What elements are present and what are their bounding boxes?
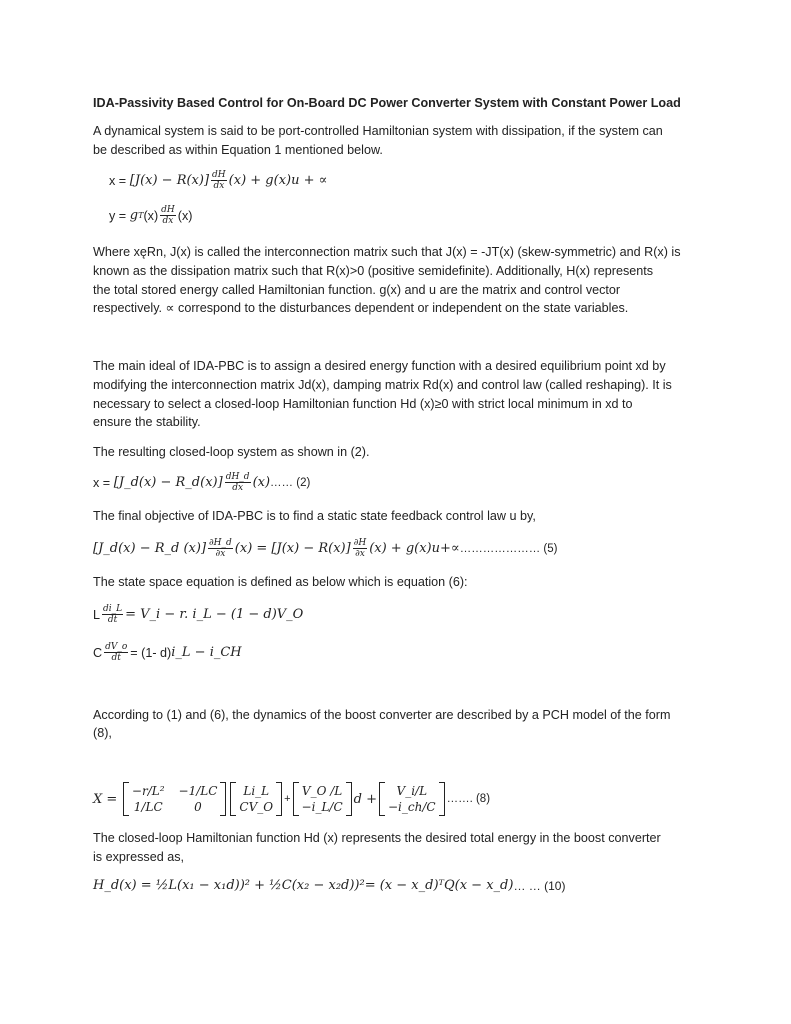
frac-denominator: ∂x <box>355 549 365 559</box>
matrix-cell: Li_L <box>243 784 270 798</box>
equation-8 <box>93 782 490 816</box>
eq-plus: + <box>284 793 291 805</box>
eq-tag: ……. (8) <box>446 793 491 805</box>
paragraph-line: The main ideal of IDA-PBC is to assign a desired energy function with a desired equilibrium point xd by <box>93 359 666 373</box>
frac-numerator: ∂H <box>353 538 367 548</box>
paragraph-line: is expressed as, <box>93 850 184 864</box>
eq-lhs: y = <box>109 208 127 223</box>
frac-numerator: di_L <box>103 604 123 614</box>
fraction <box>104 642 128 663</box>
eq-rhs: (x) + g(x)u + ∝ <box>228 173 328 188</box>
paragraph-line: (8), <box>93 726 112 740</box>
document-title: IDA-Passivity Based Control for On-Board DC Power Converter System with Constant Power Load <box>93 96 681 110</box>
frac-denominator: ∂x <box>215 549 226 559</box>
equation-6a <box>93 604 303 625</box>
fraction <box>208 538 233 559</box>
matrix-cell: V_i/L <box>396 784 428 798</box>
fraction <box>160 205 176 226</box>
frac-numerator: dV_o <box>105 642 128 652</box>
fraction <box>211 170 227 191</box>
matrix-b <box>293 782 352 816</box>
paragraph-line: Where xęRn, J(x) is called the interconnection matrix such that J(x) = -JT(x) (skew-symmetric) and R(x) is <box>93 245 681 259</box>
matrix-cell: V_O /L <box>301 784 343 798</box>
matrix-x <box>230 782 282 816</box>
eq-rhs: = V_i − r. i_L − (1 − d)V_O <box>125 607 304 622</box>
eq-lhs: x = <box>93 475 111 490</box>
paragraph-line: modifying the interconnection matrix Jd(x), damping matrix Rd(x) and control law (called reshaping). It is <box>93 378 672 392</box>
eq-mid: = (1- d) <box>130 645 172 660</box>
matrix-c <box>379 782 445 816</box>
matrix-cell: 1/LC <box>133 800 163 814</box>
paragraph-line: respectively. ∝ correspond to the disturbances dependent or independent on the state variables. <box>93 301 629 315</box>
eq-bracket: [J_d(x) − R_d(x)] <box>113 475 223 490</box>
paragraph-line: known as the dissipation matrix such that R(x)>0 (positive semidefinite). Additionally, H(x) represents <box>93 264 654 278</box>
fraction <box>102 604 123 625</box>
paragraph-line: the total stored energy called Hamiltonian function. g(x) and u are the matrix and control vector <box>93 283 621 297</box>
equation-2 <box>109 205 192 226</box>
eq-tag: ………………… (5) <box>459 542 558 555</box>
paragraph-line: A dynamical system is said to be port-controlled Hamiltonian system with dissipation, if the system can <box>93 124 663 138</box>
eq-left: [J_d(x) − R_d (x)] <box>93 541 207 556</box>
eq-body: H_d(x) = ½L(x₁ − x₁d))² + ½C(x₂ − x₂d))²= (x − x_d)ᵀQ(x − x_d) <box>93 878 514 893</box>
eq-mid: d + <box>353 791 377 807</box>
eq-rhs: (x) <box>252 475 271 490</box>
paragraph-line: The final objective of IDA-PBC is to find a static state feedback control law u by, <box>93 509 536 523</box>
frac-denominator: dx <box>232 483 244 493</box>
matrix-cell: −r/L² <box>131 784 165 798</box>
paragraph-line: necessary to select a closed-loop Hamiltonian function Hd (x)≥0 with strict local minimum in xd to <box>93 397 633 411</box>
eq-arg: (x) <box>143 208 159 223</box>
eq-lhs: x = <box>109 173 127 188</box>
frac-denominator: dt <box>111 653 121 663</box>
equation-1 <box>109 170 327 191</box>
frac-denominator: dx <box>162 216 174 226</box>
eq-mid: (x) = [J(x) − R(x)] <box>234 541 351 556</box>
eq-tail: (x) <box>177 208 193 223</box>
frac-numerator: dH_d <box>225 472 250 482</box>
paragraph-line: According to (1) and (6), the dynamics of the boost converter are described by a PCH model of the form <box>93 708 671 722</box>
frac-numerator: dH <box>212 170 226 180</box>
eq-rhs: i_L − i_CH <box>171 645 242 660</box>
paragraph-line: be described as within Equation 1 mentioned below. <box>93 143 383 157</box>
fraction <box>225 472 251 493</box>
matrix-cell: −i_ch/C <box>388 800 436 814</box>
matrix-cell: −i_L/C <box>301 800 343 814</box>
paragraph-line: The closed-loop Hamiltonian function Hd (x) represents the desired total energy in the boost converter <box>93 831 661 845</box>
eq-g: g <box>129 208 139 223</box>
eq-tag: …… (2) <box>270 476 311 489</box>
equation-5 <box>93 538 557 559</box>
eq-tag: … … (10) <box>513 878 566 893</box>
matrix-a <box>123 782 227 816</box>
paragraph-line: ensure the stability. <box>93 415 201 429</box>
paragraph-line: The state space equation is defined as below which is equation (6): <box>93 575 468 589</box>
eq-lhs: C <box>93 645 103 660</box>
frac-denominator: dx <box>213 181 225 191</box>
frac-numerator: dH <box>161 205 175 215</box>
eq-rhs: (x) + g(x)u+∝ <box>369 541 460 556</box>
frac-numerator: ∂H_d <box>209 538 232 548</box>
frac-denominator: dt <box>107 615 118 625</box>
matrix-cell: CV_O <box>239 800 274 814</box>
fraction <box>353 538 368 559</box>
matrix-cell: −1/LC <box>178 784 218 798</box>
equation-6b <box>93 642 242 663</box>
eq-lhs: X = <box>93 791 118 807</box>
eq-sup: T <box>138 211 144 220</box>
eq-lhs: L <box>93 607 101 622</box>
equation-3 <box>93 472 310 493</box>
equation-10 <box>93 878 565 893</box>
matrix-cell: 0 <box>194 800 202 814</box>
paragraph-line: The resulting closed-loop system as shown in (2). <box>93 445 370 459</box>
eq-bracket: [J(x) − R(x)] <box>129 173 210 188</box>
